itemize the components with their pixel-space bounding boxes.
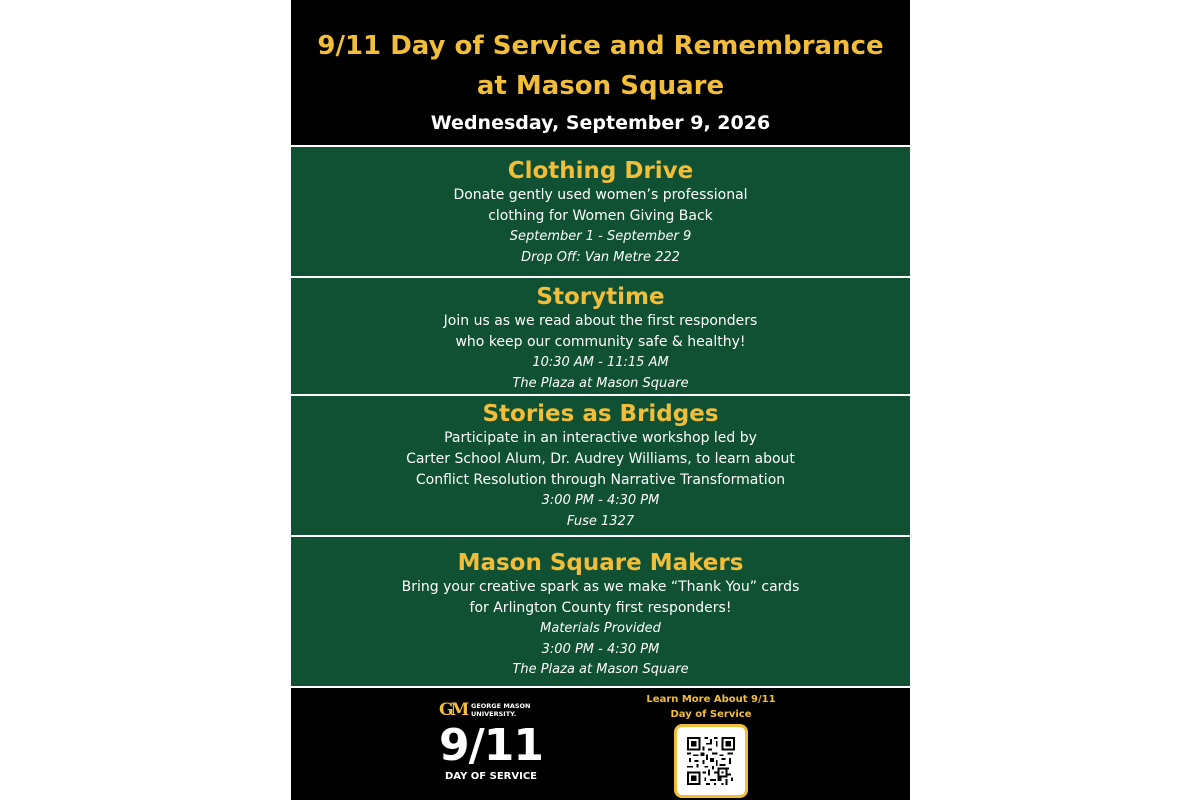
section-note: Materials Provided [540,621,661,636]
section-desc-line: Bring your creative spark as we make “Thank You” cards [401,579,800,595]
header [291,0,910,145]
section-dates: September 1 - September 9 [509,229,692,244]
logo-911: 9/11 [439,720,543,771]
section-desc-line: clothing for Women Giving Back [488,208,713,224]
university-name-line-2: UNIVERSITY. [471,710,517,718]
section-title: Stories as Bridges [482,401,719,427]
learn-more-text [631,692,791,722]
section-clothing-drive [291,145,910,276]
day-of-service-logo [439,700,543,796]
learn-more-line-1: Learn More About 9/11 [646,694,776,705]
page-title [291,26,910,106]
section-stories-as-bridges [291,394,910,535]
title-line-2: at Mason Square [476,71,725,101]
gm-logo-icon: GM [439,700,467,720]
section-time: 3:00 PM - 4:30 PM [541,493,660,508]
qr-code[interactable] [674,724,748,798]
section-location: Drop Off: Van Metre 222 [521,249,680,265]
section-storytime [291,276,910,394]
section-desc-line: for Arlington County first responders! [469,600,732,616]
section-desc-line: Participate in an interactive workshop led by [444,430,757,446]
logo-day-of-service: DAY OF SERVICE [445,771,537,782]
section-desc-line: Join us as we read about the first responders [443,313,758,329]
title-line-1: 9/11 Day of Service and Remembrance [317,31,884,61]
section-desc-line: Conflict Resolution through Narrative Transformation [415,472,786,488]
section-desc-line: Carter School Alum, Dr. Audrey Williams, to learn about [406,451,795,467]
flyer [291,0,910,800]
section-desc-line: Donate gently used women’s professional [453,187,748,203]
section-title: Clothing Drive [507,158,694,184]
qr-code-icon [687,737,735,785]
learn-more-line-2: Day of Service [670,709,752,720]
section-title: Mason Square Makers [457,550,744,576]
university-name [471,702,543,718]
section-location: The Plaza at Mason Square [512,375,689,391]
section-mason-square-makers [291,535,910,686]
section-title: Storytime [536,284,665,310]
event-date: Wednesday, September 9, 2026 [430,112,771,134]
section-location: Fuse 1327 [566,513,635,529]
section-time: 3:00 PM - 4:30 PM [541,641,660,657]
footer [291,686,910,800]
section-time: 10:30 AM - 11:15 AM [532,355,669,370]
section-location: The Plaza at Mason Square [512,662,689,677]
section-desc-line: who keep our community safe & healthy! [455,334,746,350]
university-name-line-1: GEORGE MASON [471,702,531,710]
